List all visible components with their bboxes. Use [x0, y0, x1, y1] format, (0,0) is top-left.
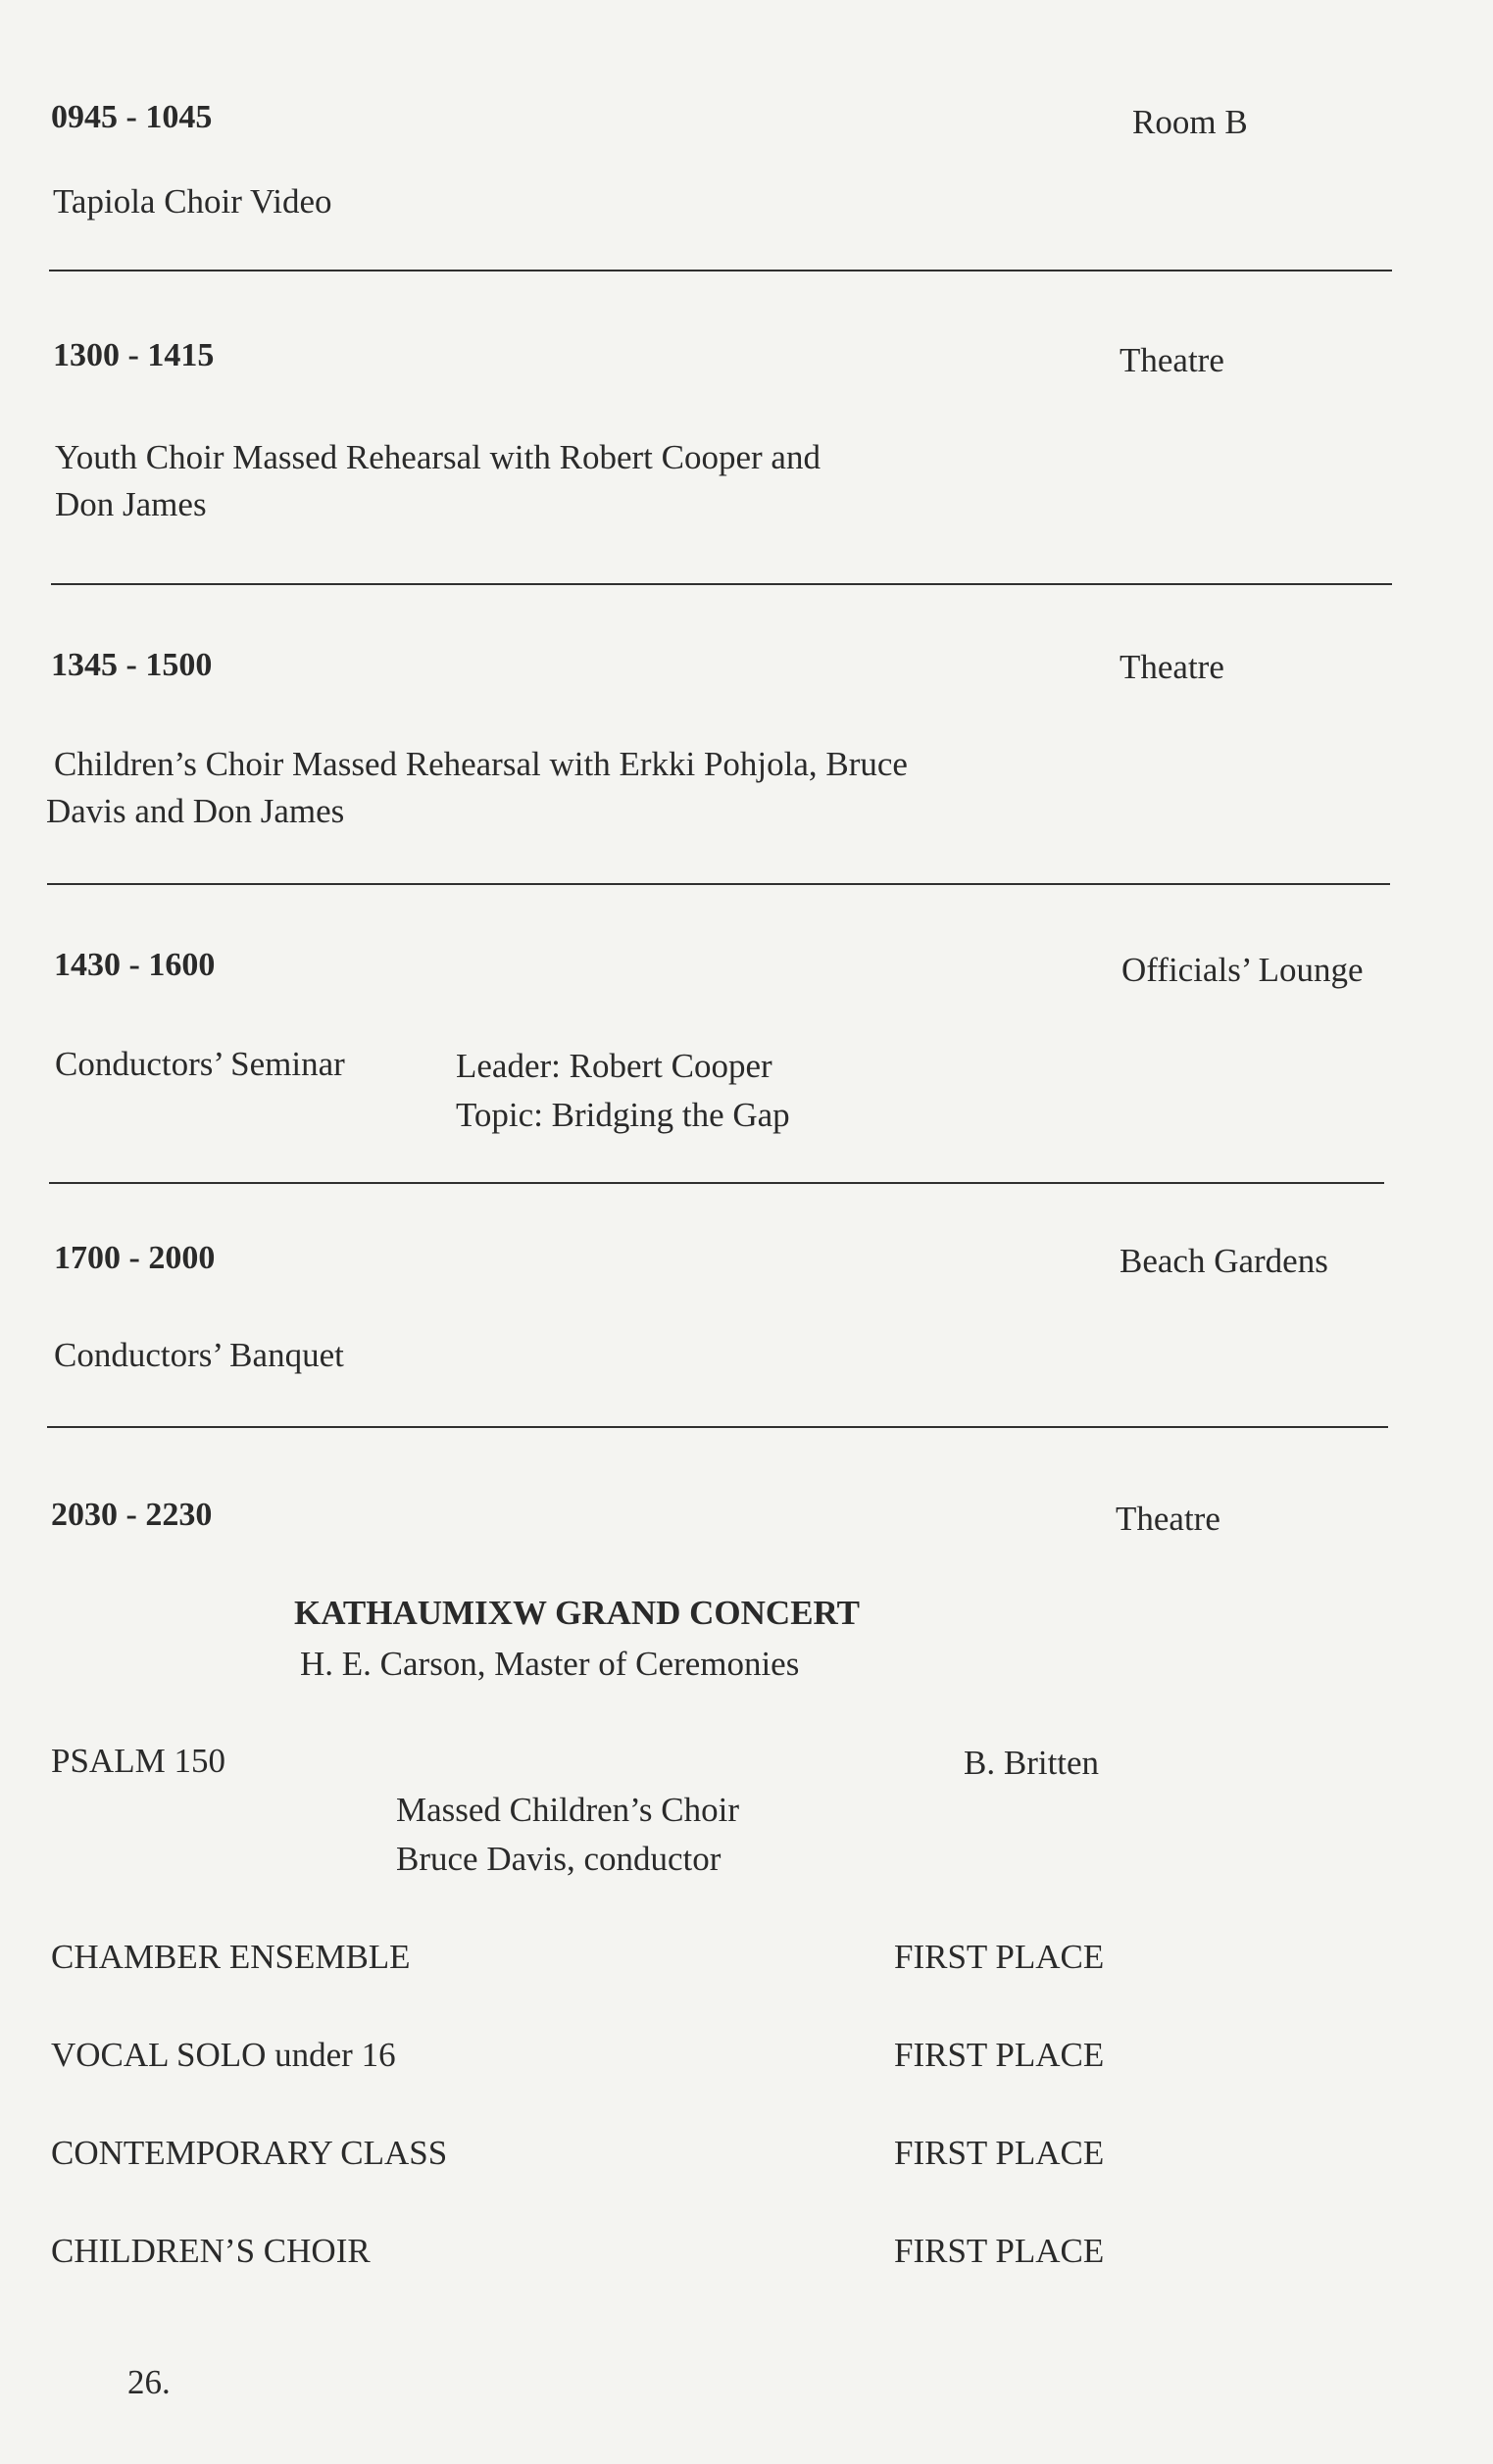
entry-description: Conductors’ Banquet	[54, 1336, 344, 1374]
entry-location: Officials’ Lounge	[1121, 951, 1364, 989]
entry-description: Children’s Choir Massed Rehearsal with Erkki Pohjola, Bruce	[54, 745, 908, 783]
entry-time: 1700 - 2000	[54, 1240, 216, 1276]
award-category: VOCAL SOLO under 16	[51, 2036, 396, 2074]
entry-time: 0945 - 1045	[51, 99, 213, 135]
award-category: CHILDREN’S CHOIR	[51, 2232, 371, 2270]
section-divider	[47, 1426, 1388, 1428]
piece-title: PSALM 150	[51, 1742, 225, 1780]
concert-title: KATHAUMIXW GRAND CONCERT	[294, 1594, 860, 1632]
entry-description: Tapiola Choir Video	[53, 182, 332, 221]
award-category: CHAMBER ENSEMBLE	[51, 1938, 411, 1976]
award-place: FIRST PLACE	[894, 1938, 1105, 1976]
entry-time: 1430 - 1600	[54, 947, 216, 983]
section-divider	[51, 583, 1392, 585]
seminar-topic: Topic: Bridging the Gap	[456, 1096, 790, 1134]
award-place: FIRST PLACE	[894, 2232, 1105, 2270]
seminar-leader: Leader: Robert Cooper	[456, 1047, 772, 1085]
award-category: CONTEMPORARY CLASS	[51, 2134, 448, 2172]
award-place: FIRST PLACE	[894, 2036, 1105, 2074]
seminar-title: Conductors’ Seminar	[55, 1045, 345, 1083]
award-place: FIRST PLACE	[894, 2134, 1105, 2172]
piece-performer: Massed Children’s Choir	[396, 1791, 739, 1829]
entry-time: 2030 - 2230	[51, 1497, 213, 1533]
entry-description: Davis and Don James	[46, 792, 345, 830]
section-divider	[47, 883, 1390, 885]
entry-location: Theatre	[1116, 1500, 1220, 1538]
concert-mc: H. E. Carson, Master of Ceremonies	[300, 1645, 800, 1683]
page-number: 26.	[127, 2363, 171, 2401]
entry-location: Room B	[1132, 103, 1248, 141]
piece-composer: B. Britten	[964, 1744, 1100, 1782]
entry-location: Theatre	[1120, 648, 1224, 686]
entry-time: 1300 - 1415	[53, 337, 215, 373]
entry-time: 1345 - 1500	[51, 647, 213, 683]
section-divider	[49, 270, 1392, 271]
entry-location: Beach Gardens	[1120, 1242, 1328, 1280]
piece-conductor: Bruce Davis, conductor	[396, 1840, 722, 1878]
section-divider	[49, 1182, 1384, 1184]
entry-location: Theatre	[1120, 341, 1224, 379]
entry-description: Don James	[55, 485, 207, 523]
entry-description: Youth Choir Massed Rehearsal with Robert Cooper and	[55, 438, 821, 476]
